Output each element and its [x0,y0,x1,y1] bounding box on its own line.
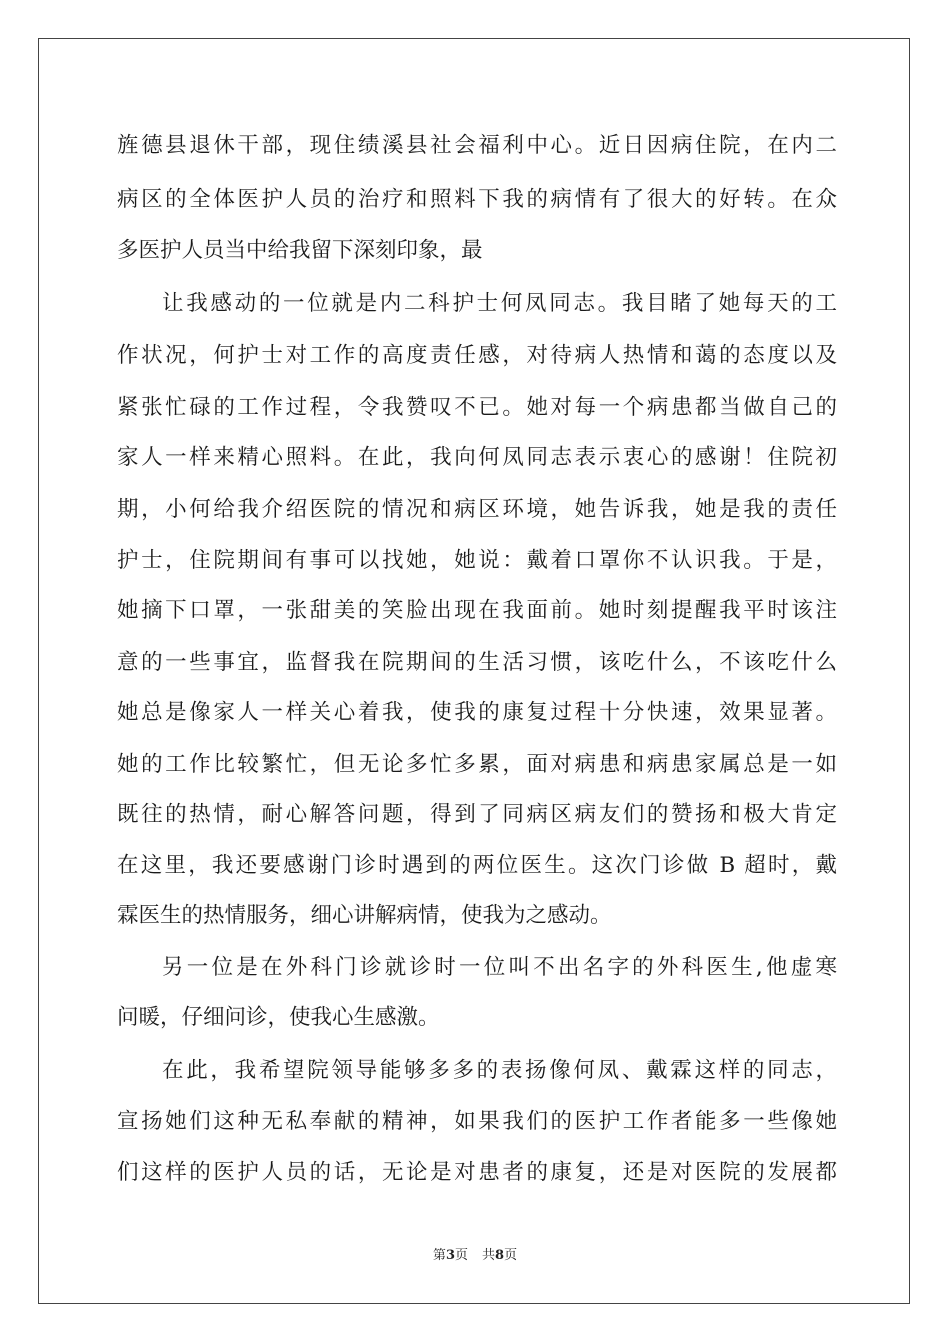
total-pages-prefix: 共 [482,1248,496,1263]
text-line: 既往的热情，耐心解答问题，得到了同病区病友们的赞扬和极大肯定 [117,802,837,827]
paragraph-first-line: 在此，我希望院领导能够多多的表扬像何凤、戴霖这样的同志， [162,1058,837,1083]
total-pages-suffix: 页 [504,1248,518,1263]
text-line: 在这里，我还要感谢门诊时遇到的两位医生。这次门诊做 B 超时，戴 [117,853,837,878]
paragraph-first-line: 另一位是在外科门诊就诊时一位叫不出名字的外科医生,他虚寒 [162,955,837,980]
paragraph-first-line: 让我感动的一位就是内二科护士何凤同志。我目睹了她每天的工 [162,291,837,316]
text-line: 意的一些事宜，监督我在院期间的生活习惯，该吃什么，不该吃什么 [117,650,837,675]
text-line: 旌德县退休干部，现住绩溪县社会福利中心。近日因病住院，在内二 [117,133,837,158]
text-line: 家人一样来精心照料。在此，我向何凤同志表示衷心的感谢！住院初 [117,445,837,470]
text-line: 霖医生的热情服务，细心讲解病情，使我为之感动。 [117,903,612,928]
text-line: 她摘下口罩，一张甜美的笑脸出现在我面前。她时刻提醒我平时该注 [117,598,837,623]
page-number-suffix: 页 [454,1248,468,1263]
text-line: 多医护人员当中给我留下深刻印象，最 [117,238,483,263]
text-line: 护士，住院期间有事可以找她，她说：戴着口罩你不认识我。于是， [117,548,837,573]
text-line: 们这样的医护人员的话，无论是对患者的康复，还是对医院的发展都 [117,1160,837,1185]
text-line: 作状况，何护士对工作的高度责任感，对待病人热情和蔼的态度以及 [117,343,837,368]
text-line: 宣扬她们这种无私奉献的精神，如果我们的医护工作者能多一些像她 [117,1109,837,1134]
page-number: 3 [445,1248,455,1263]
page-number-prefix: 第 [432,1248,446,1263]
text-line: 期，小何给我介绍医院的情况和病区环境，她告诉我，她是我的责任 [117,497,837,522]
text-line: 病区的全体医护人员的治疗和照料下我的病情有了很大的好转。在众 [117,187,837,212]
page-footer [0,1244,950,1263]
total-pages: 8 [495,1248,505,1263]
text-line: 她总是像家人一样关心着我，使我的康复过程十分快速，效果显著。 [117,700,837,725]
text-line: 问暖，仔细问诊，使我心生感激。 [117,1005,440,1030]
text-line: 紧张忙碌的工作过程，令我赞叹不已。她对每一个病患都当做自己的 [117,395,837,420]
text-line: 她的工作比较繁忙，但无论多忙多累，面对病患和病患家属总是一如 [117,752,837,777]
